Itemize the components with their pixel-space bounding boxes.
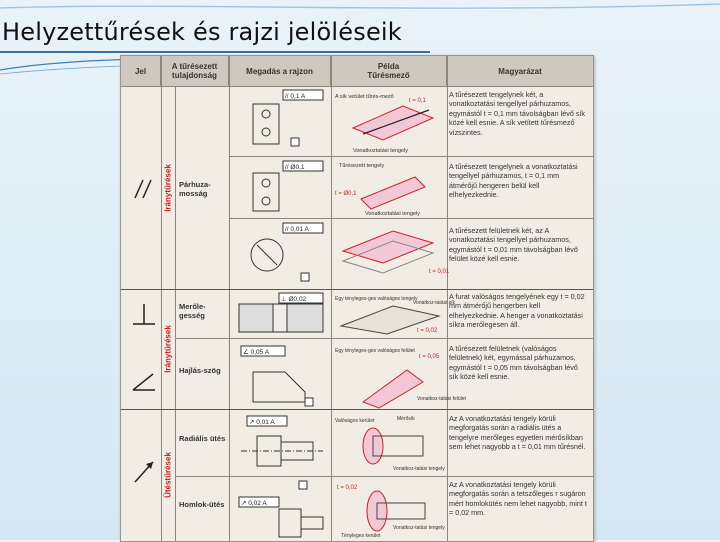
header-tulajdonsag: A tűrésezett tulajdonság: [161, 56, 229, 86]
drawing-parallel-plane: [233, 88, 329, 154]
drawing-parallel-cylinder: [233, 159, 329, 217]
table-header: [121, 56, 593, 87]
frame-text: // 0,1 A: [285, 93, 306, 100]
header-pelda: [331, 56, 447, 86]
example-label: Vonatkoz-tatási tengely: [393, 525, 445, 531]
example-label: Tűrésezett tengely: [339, 163, 385, 169]
example-parallel-plane: [333, 88, 445, 154]
group-divider: [121, 409, 593, 410]
example-angularity: [333, 342, 466, 408]
property-homlokutes: Homlok-ütés: [179, 500, 225, 509]
slide-title: Helyzettűrések és rajzi jelöléseik: [2, 18, 402, 46]
header-turesmezo: Tűrésmező: [367, 71, 410, 80]
example-label: Tényleges kerület: [341, 533, 381, 539]
drawing-angularity: [233, 342, 329, 408]
example-parallel-cylinder: [333, 159, 445, 217]
drawing-radial-runout: [233, 412, 329, 474]
drawing-axial-runout: [233, 479, 329, 539]
frame-text: ∠ 0,05 A: [243, 349, 270, 356]
property-parhuzamossag: Párhuza-mosság: [179, 180, 211, 198]
header-magyarazat: Magyarázat: [498, 66, 542, 76]
frame-text: // Ø0,1: [285, 164, 305, 171]
tolerance-table-image: [120, 55, 594, 542]
example-label: Valóságos kerület: [335, 418, 375, 424]
frame-text: // 0,01 A: [285, 226, 309, 233]
angularity-symbol-icon: [127, 366, 161, 396]
example-label: t = 0,01: [429, 269, 450, 275]
perpendicularity-symbol-icon: [127, 300, 161, 330]
grid-line: [229, 56, 230, 541]
grid-line: [331, 56, 332, 541]
runout-symbol-icon: [127, 456, 161, 486]
explanation-text: A tűrésezett felületnek két, az A vonatkoztatási tengellyel párhuzamos, egymástól t = 0,01 mm távolságban lévő felület közé kell esnie.: [449, 226, 578, 264]
group-label-irany-2: Iránytűrések: [163, 325, 173, 373]
example-perpendicular: [333, 292, 455, 336]
explanation-text: A furat valóságos tengelyének egy t = 0,02 mm átmérőjű hengerben kell elhelyezkednie. A henger a vonatkoztatási síkra merőlegesen áll.: [449, 292, 585, 330]
example-label: t = 0,05: [419, 354, 440, 360]
explanation-text: A tűrésezett tengelynek két, a vonatkoztatási tengellyel párhuzamos, egymástól t = 0,1 mm távolságban lévő sík közé kell esnie. A sík vetített tűrésmező vízszintes.: [449, 90, 586, 137]
grid-line: [175, 86, 176, 541]
title-underline: [0, 51, 430, 53]
example-label: Vonatkoz-tatási tengely: [393, 466, 445, 472]
header-megadas: Megadás a rajzon: [229, 56, 331, 86]
drawing-parallel-surface: [233, 221, 329, 287]
explanation-text: Az A vonatkoztatási tengely körüli megforgatás során a tetszőleges r sugáron mért homlokütés nem lehet nagyobb, mint t = 0,02 mm.: [449, 480, 587, 518]
example-axial-runout: [333, 479, 445, 539]
example-label: A sík vetület tűrés-mező: [335, 94, 394, 100]
row-divider: [229, 218, 593, 219]
row-divider: [175, 338, 593, 339]
frame-text: ↗ 0,01 A: [249, 419, 275, 426]
row-divider: [175, 476, 593, 477]
drawing-perpendicular: [233, 292, 329, 336]
example-label: Vonatkoz-tatási sík: [413, 300, 455, 306]
example-label: Egy tényleges-ges valóságos tengely: [335, 296, 418, 302]
header-pelda-top: Példa: [377, 62, 400, 71]
group-label-utes: Ütéstűrések: [163, 452, 173, 498]
frame-text: ↗ 0,02 A: [241, 500, 267, 507]
header-jel: Jel: [121, 56, 161, 86]
example-label: t = 0,02: [417, 328, 438, 334]
example-radial-runout: [333, 412, 445, 474]
example-parallel-surface: [333, 221, 450, 287]
group-divider: [121, 289, 593, 290]
explanation-text: A tűrésezett tengelynek a vonatkoztatási tengellyel párhuzamos, t = 0,1 mm átmérőjű hengeren belül kell elhelyezkednie.: [449, 162, 578, 200]
example-label: Vonatkoz-tatási felület: [417, 396, 466, 402]
frame-text: ⊥ Ø0,02: [281, 296, 307, 303]
example-label: Vonatkoztatási tengely: [353, 148, 409, 154]
explanation-text: A tűrésezett felületnek (valóságos felületnek) két, egymással párhuzamos, egymástól t = 0,05 mm távolságban lévő sík közé kell esnie.: [449, 344, 578, 382]
example-label: t = Ø0,1: [335, 191, 357, 197]
row-divider: [229, 156, 593, 157]
property-merolegesseg: Merőle-gesség: [179, 302, 206, 320]
example-label: t = 0,02: [337, 485, 358, 491]
example-label: Egy tényleges-ges valóságos felület: [335, 348, 415, 354]
group-label-irany-1: Iránytűrések: [163, 163, 173, 212]
example-label: Vonatkoztatási tengely: [365, 211, 421, 217]
explanation-text: Az A vonatkoztatási tengely körüli megforgatás során a radiális ütés a tengelyre merőleges egyetlen mérősíkban sem lehet nagyobb a t = 0,01 mm tűrésnél.: [449, 414, 586, 452]
example-label: Mérősík: [397, 416, 415, 422]
property-hajlasszog: Hajlás-szög: [179, 366, 221, 375]
parallelism-symbol-icon: [127, 174, 161, 204]
grid-line: [447, 56, 448, 541]
property-radialis-utes: Radiális ütés: [179, 434, 226, 443]
example-label: t = 0,1: [409, 98, 426, 104]
